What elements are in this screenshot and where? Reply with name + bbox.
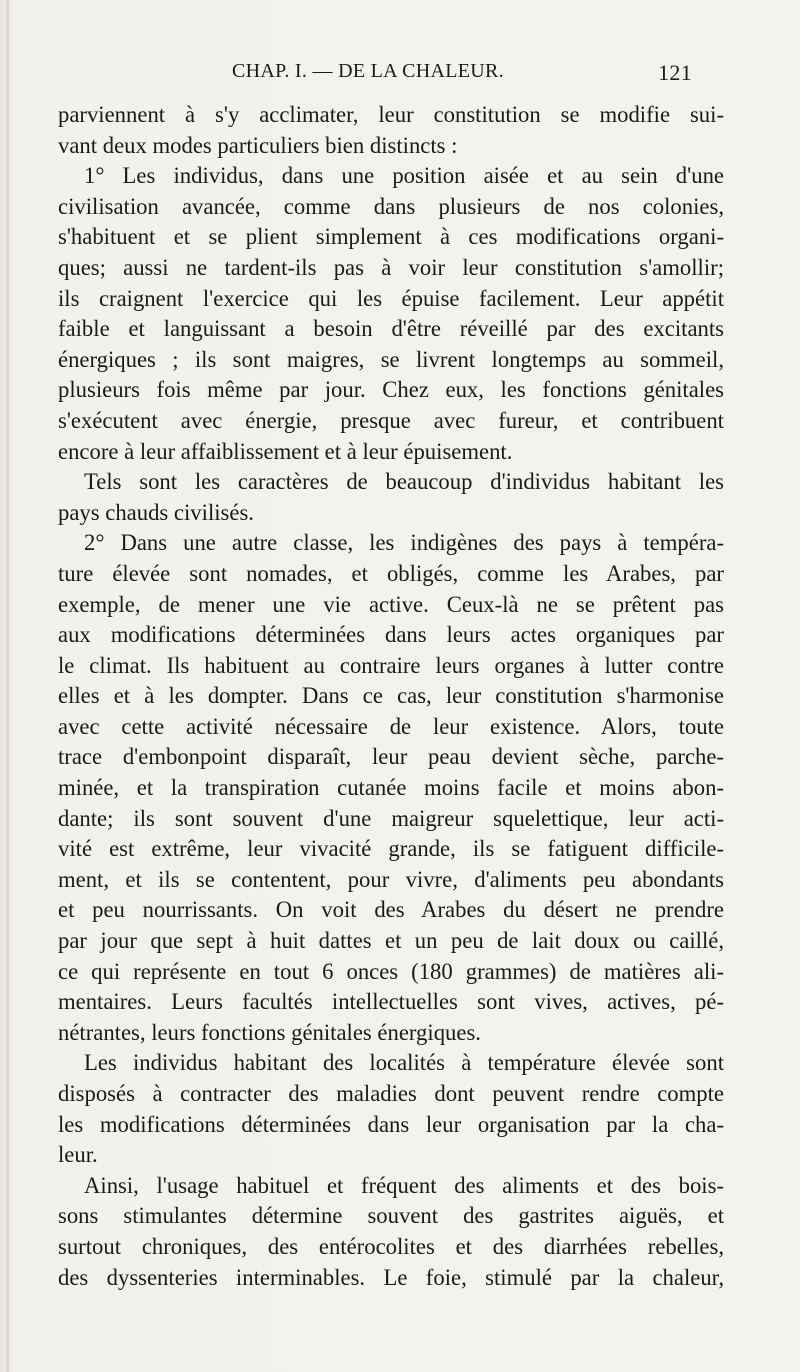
text-line: minée, et la transpiration cutanée moins facile et moins abon- — [58, 775, 724, 801]
text-line: plusieurs fois même par jour. Chez eux, les fonctions génitales — [58, 377, 724, 403]
text-line: leur. — [58, 1142, 98, 1168]
text-line: sons stimulantes détermine souvent des gastrites aiguës, et — [58, 1203, 724, 1229]
text-line: s'exécutent avec énergie, presque avec fureur, et contribuent — [58, 407, 724, 433]
text-line: le climat. Ils habituent au contraire leurs organes à lutter contre — [58, 652, 724, 678]
page-binding-edge — [6, 0, 9, 1372]
body-text — [58, 100, 724, 1293]
text-line: Tels sont les caractères de beaucoup d'individus habitant les — [84, 469, 724, 495]
text-line: ce qui représente en tout 6 onces (180 grammes) de matières ali- — [58, 958, 724, 984]
text-line: faible et languissant a besoin d'être réveillé par des excitants — [58, 316, 724, 342]
text-line: parviennent à s'y acclimater, leur constitution se modifie sui- — [58, 102, 724, 127]
text-line: ture élevée sont nomades, et obligés, comme les Arabes, par — [58, 560, 724, 586]
text-line: ils craignent l'exercice qui les épuise facilement. Leur appétit — [58, 285, 724, 311]
running-header — [232, 60, 692, 90]
text-line: disposés à contracter des maladies dont peuvent rendre compte — [58, 1081, 724, 1106]
text-line: trace d'embonpoint disparaît, leur peau devient sèche, parche- — [58, 744, 724, 770]
page-number: 121 — [658, 60, 692, 85]
text-line: vité est extrême, leur vivacité grande, ils se fatiguent difficile- — [58, 836, 724, 862]
text-line: encore à leur affaiblissement et à leur épuisement. — [58, 438, 513, 464]
text-line: surtout chroniques, des entérocolites et des diarrhées rebelles, — [58, 1233, 724, 1259]
text-line: pays chauds civilisés. — [58, 499, 254, 525]
text-line: nétrantes, leurs fonctions génitales énergiques. — [58, 1019, 481, 1045]
text-line: dante; ils sont souvent d'une maigreur squelettique, leur acti- — [58, 805, 724, 831]
chapter-title: CHAP. I. — DE LA CHALEUR. — [232, 60, 504, 82]
text-line: les modifications déterminées dans leur organisation par la cha- — [58, 1111, 724, 1137]
text-line: et peu nourrissants. On voit des Arabes du désert ne prendre — [58, 897, 724, 923]
text-line: mentaires. Leurs facultés intellectuelles sont vives, actives, pé- — [58, 989, 724, 1015]
text-line: Ainsi, l'usage habituel et fréquent des aliments et des bois- — [84, 1172, 724, 1198]
text-line: 1° Les individus, dans une position aisée et au sein d'une — [84, 163, 724, 189]
text-line: elles et à les dompter. Dans ce cas, leur constitution s'harmonise — [58, 683, 724, 709]
text-line: s'habituent et se plient simplement à ces modifications organi- — [58, 224, 724, 250]
text-line: énergiques ; ils sont maigres, se livrent longtemps au sommeil, — [58, 346, 724, 372]
text-line: aux modifications déterminées dans leurs actes organiques par — [58, 622, 724, 648]
text-line: des dyssenteries interminables. Le foie, stimulé par la chaleur, — [58, 1264, 724, 1290]
text-line: par jour que sept à huit dattes et un peu de lait doux ou caillé, — [58, 928, 724, 954]
text-line: avec cette activité nécessaire de leur existence. Alors, toute — [58, 713, 724, 739]
text-line: vant deux modes particuliers bien distincts : — [58, 132, 458, 158]
text-line: ques; aussi ne tardent-ils pas à voir leur constitution s'amollir; — [58, 254, 724, 280]
text-line: civilisation avancée, comme dans plusieurs de nos colonies, — [58, 193, 724, 219]
text-line: ment, et ils se contentent, pour vivre, d'aliments peu abondants — [58, 866, 724, 892]
text-line: Les individus habitant des localités à température élevée sont — [84, 1050, 724, 1076]
text-line: exemple, de mener une vie active. Ceux-là ne se prêtent pas — [58, 591, 724, 617]
text-line: 2° Dans une autre classe, les indigènes des pays à tempéra- — [84, 530, 724, 556]
